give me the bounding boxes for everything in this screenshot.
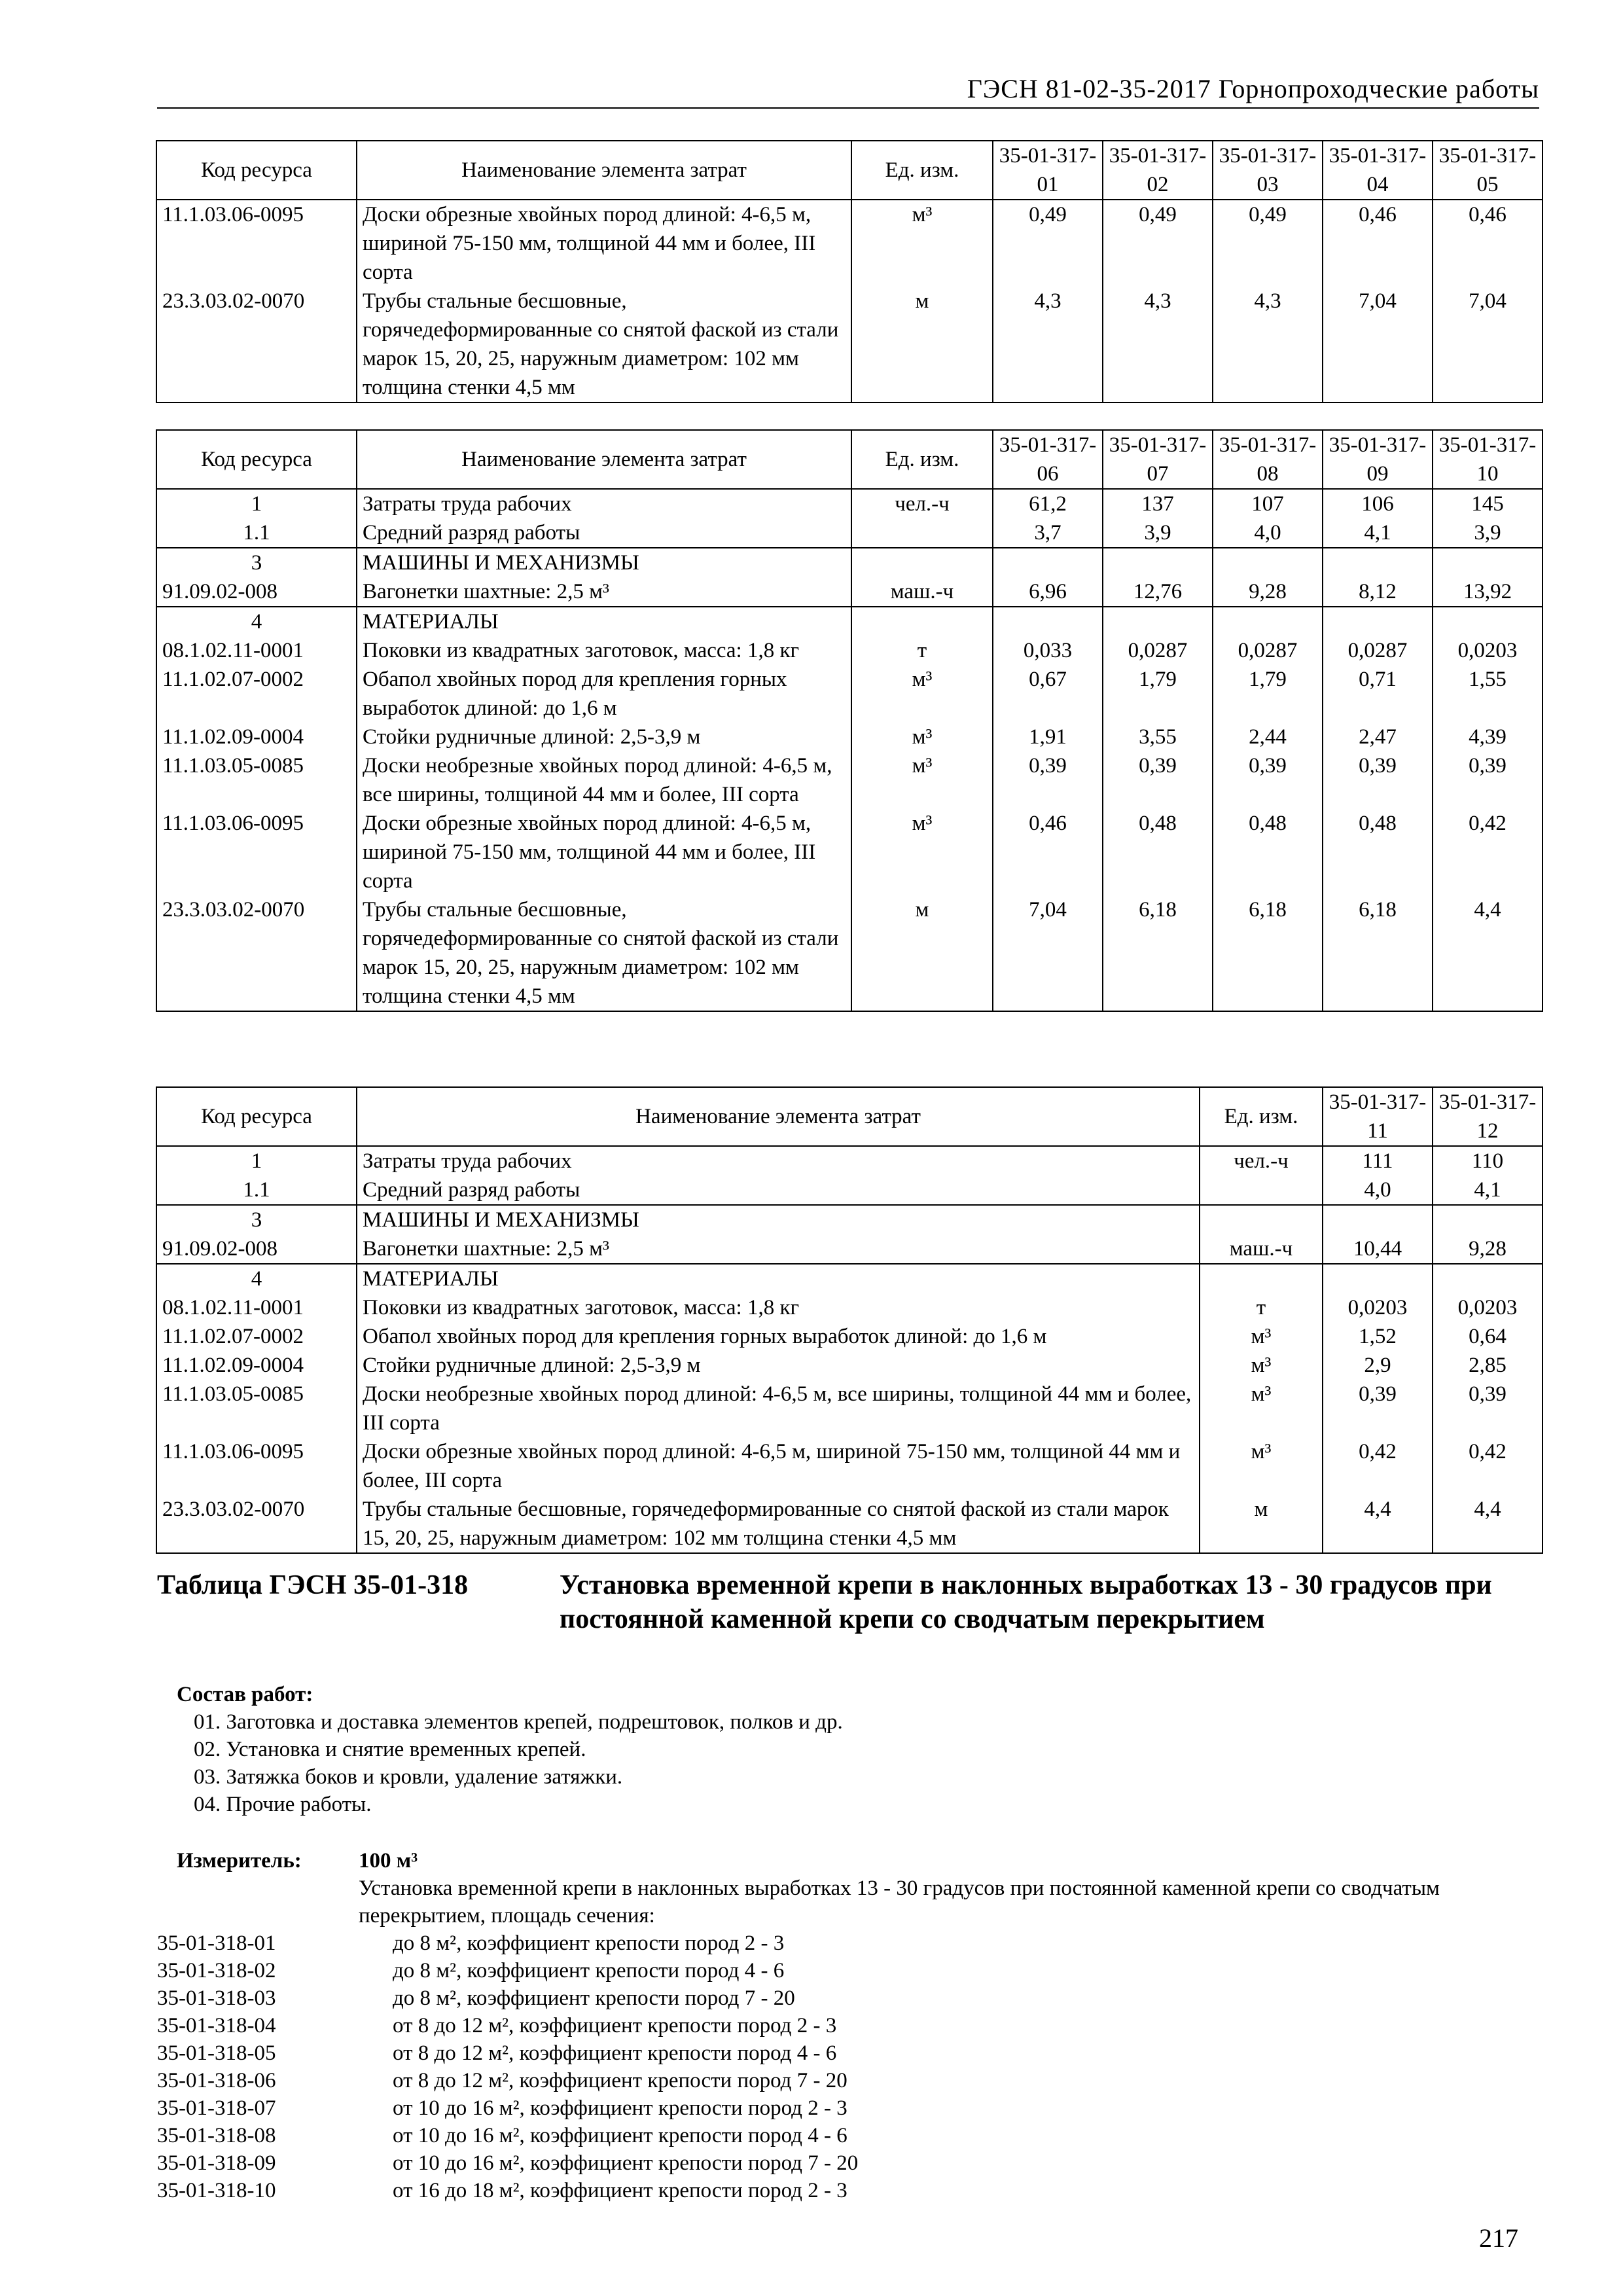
norm-value: 0,67 — [993, 665, 1103, 723]
unit-of-measure: маш.-ч — [1200, 1234, 1323, 1264]
norm-value: 0,71 — [1323, 665, 1433, 723]
norm-value — [1323, 1264, 1433, 1293]
cost-table-2 — [156, 429, 1543, 1012]
resource-code: 3 — [156, 1205, 357, 1234]
norm-value: 6,96 — [993, 577, 1103, 607]
norm-value: 0,49 — [1103, 200, 1213, 287]
col-header-norm: 35-01-317-03 — [1213, 141, 1323, 200]
table-row — [156, 809, 1543, 895]
table-row — [156, 723, 1543, 751]
unit-of-measure: т — [1200, 1293, 1323, 1322]
norm-value — [993, 607, 1103, 636]
cost-element-name: Стойки рудничные длиной: 2,5-3,9 м — [357, 723, 851, 751]
norm-value: 0,64 — [1433, 1322, 1543, 1351]
norm-value: 137 — [1103, 489, 1213, 518]
norm-value: 107 — [1213, 489, 1323, 518]
norm-value: 2,9 — [1323, 1351, 1433, 1380]
cost-element-name: Стойки рудничные длиной: 2,5-3,9 м — [357, 1351, 1200, 1380]
table-row — [156, 1175, 1543, 1205]
table-row — [156, 1146, 1543, 1175]
col-header-code: Код ресурса — [156, 430, 357, 489]
norm-description: до 8 м², коэффициент крепости пород 7 - 20 — [393, 1986, 795, 2010]
unit-of-measure: м³ — [851, 751, 993, 809]
table-row — [156, 577, 1543, 607]
norm-code: 35-01-318-05 — [157, 2041, 276, 2065]
norm-description: до 8 м², коэффициент крепости пород 2 - 3 — [393, 1931, 785, 1955]
resource-code: 1.1 — [156, 518, 357, 548]
cost-element-name: Средний разряд работы — [357, 1175, 1200, 1205]
unit-of-measure: м³ — [851, 809, 993, 895]
col-header-norm: 35-01-317-02 — [1103, 141, 1213, 200]
cost-element-name: Доски обрезные хвойных пород длиной: 4-6,5 м, шириной 75-150 мм, толщиной 44 мм и более, III сорта — [357, 1437, 1200, 1495]
unit-of-measure: м³ — [1200, 1322, 1323, 1351]
resource-code: 11.1.02.09-0004 — [156, 723, 357, 751]
table-row — [156, 1380, 1543, 1437]
table-row — [156, 489, 1543, 518]
resource-code: 1 — [156, 1146, 357, 1175]
norm-value: 0,48 — [1103, 809, 1213, 895]
norm-value: 4,1 — [1323, 518, 1433, 548]
norm-value: 0,46 — [993, 809, 1103, 895]
col-header-norm: 35-01-317-05 — [1433, 141, 1543, 200]
norm-value: 7,04 — [993, 895, 1103, 1011]
cost-element-name: Поковки из квадратных заготовок, масса: 1,8 кг — [357, 1293, 1200, 1322]
unit-of-measure: м³ — [1200, 1351, 1323, 1380]
col-header-code: Код ресурса — [156, 1087, 357, 1146]
norm-description: от 8 до 12 м², коэффициент крепости пород 4 - 6 — [393, 2041, 837, 2065]
norm-value: 0,39 — [1103, 751, 1213, 809]
norm-description: от 8 до 12 м², коэффициент крепости пород 2 - 3 — [393, 2014, 837, 2037]
resource-code: 4 — [156, 607, 357, 636]
norm-value: 9,28 — [1213, 577, 1323, 607]
cost-element-name: Обапол хвойных пород для крепления горных выработок длиной: до 1,6 м — [357, 1322, 1200, 1351]
norm-value: 0,42 — [1433, 809, 1543, 895]
table-row — [156, 1495, 1543, 1553]
norm-value: 4,4 — [1433, 1495, 1543, 1553]
norm-value: 4,0 — [1323, 1175, 1433, 1205]
unit-of-measure — [1200, 1264, 1323, 1293]
norm-value: 1,79 — [1103, 665, 1213, 723]
cost-element-name: Трубы стальные бесшовные, горячедеформированные со снятой фаской из стали марок 15, 20, 25, наружным диаметром: 102 мм толщина стенки 4,5 мм — [357, 287, 851, 403]
table-row — [156, 200, 1543, 287]
norm-value: 1,52 — [1323, 1322, 1433, 1351]
norm-code: 35-01-318-08 — [157, 2124, 276, 2147]
table-row — [156, 287, 1543, 403]
table-row — [156, 636, 1543, 665]
norm-value: 0,49 — [1213, 200, 1323, 287]
norm-description: от 16 до 18 м², коэффициент крепости пород 2 - 3 — [393, 2179, 847, 2202]
cost-element-name: МАТЕРИАЛЫ — [357, 607, 851, 636]
norm-value: 6,18 — [1103, 895, 1213, 1011]
norm-value — [1213, 548, 1323, 577]
unit-of-measure: м — [851, 287, 993, 403]
resource-code: 11.1.02.07-0002 — [156, 665, 357, 723]
norm-value: 0,39 — [1213, 751, 1323, 809]
norm-value: 0,0203 — [1323, 1293, 1433, 1322]
unit-of-measure: м³ — [1200, 1380, 1323, 1437]
resource-code: 11.1.03.05-0085 — [156, 751, 357, 809]
unit-of-measure: маш.-ч — [851, 577, 993, 607]
norm-code: 35-01-318-10 — [157, 2179, 276, 2202]
resource-code: 11.1.03.05-0085 — [156, 1380, 357, 1437]
norm-value: 0,39 — [1433, 751, 1543, 809]
works-item: 02. Установка и снятие временных крепей. — [194, 1738, 586, 1761]
cost-element-name: Затраты труда рабочих — [357, 489, 851, 518]
norm-value: 0,0203 — [1433, 1293, 1543, 1322]
norm-value: 3,9 — [1433, 518, 1543, 548]
norm-value: 6,18 — [1213, 895, 1323, 1011]
table-row — [156, 518, 1543, 548]
table-row — [156, 1293, 1543, 1322]
norm-value: 6,18 — [1323, 895, 1433, 1011]
norm-value: 0,0287 — [1323, 636, 1433, 665]
meter-code-list — [157, 1929, 373, 2204]
col-header-name: Наименование элемента затрат — [357, 141, 851, 200]
norm-value: 4,3 — [1103, 287, 1213, 403]
unit-of-measure: т — [851, 636, 993, 665]
norm-value — [1103, 548, 1213, 577]
unit-of-measure: чел.-ч — [1200, 1146, 1323, 1175]
unit-of-measure — [851, 518, 993, 548]
col-header-unit: Ед. изм. — [851, 430, 993, 489]
cost-element-name: Затраты труда рабочих — [357, 1146, 1200, 1175]
norm-value: 0,39 — [993, 751, 1103, 809]
col-header-unit: Ед. изм. — [851, 141, 993, 200]
table-number: Таблица ГЭСН 35-01-318 — [157, 1570, 469, 1600]
norm-value: 4,4 — [1433, 895, 1543, 1011]
norm-value: 0,033 — [993, 636, 1103, 665]
norm-code: 35-01-318-01 — [157, 1931, 276, 1955]
resource-code: 3 — [156, 548, 357, 577]
cost-element-name: МАШИНЫ И МЕХАНИЗМЫ — [357, 548, 851, 577]
col-header-norm: 35-01-317-12 — [1433, 1087, 1543, 1146]
resource-code: 1.1 — [156, 1175, 357, 1205]
norm-value: 2,44 — [1213, 723, 1323, 751]
norm-value: 4,3 — [993, 287, 1103, 403]
table-row — [156, 751, 1543, 809]
table-row — [156, 548, 1543, 577]
norm-value: 10,44 — [1323, 1234, 1433, 1264]
col-header-code: Код ресурса — [156, 141, 357, 200]
norm-value: 0,49 — [993, 200, 1103, 287]
norm-value: 4,4 — [1323, 1495, 1433, 1553]
norm-value: 4,1 — [1433, 1175, 1543, 1205]
unit-of-measure: м — [1200, 1495, 1323, 1553]
norm-code: 35-01-318-06 — [157, 2069, 276, 2092]
norm-value — [1433, 1205, 1543, 1234]
col-header-unit: Ед. изм. — [1200, 1087, 1323, 1146]
norm-value: 0,48 — [1213, 809, 1323, 895]
col-header-name: Наименование элемента затрат — [357, 1087, 1200, 1146]
norm-value — [1323, 1205, 1433, 1234]
norm-value — [1433, 548, 1543, 577]
norm-value — [1103, 607, 1213, 636]
norm-value: 0,39 — [1323, 1380, 1433, 1437]
norm-value — [1433, 1264, 1543, 1293]
norm-value: 0,39 — [1433, 1380, 1543, 1437]
page-number: 217 — [1479, 2223, 1518, 2253]
resource-code: 08.1.02.11-0001 — [156, 636, 357, 665]
cost-element-name: Вагонетки шахтные: 2,5 м³ — [357, 1234, 1200, 1264]
col-header-norm: 35-01-317-10 — [1433, 430, 1543, 489]
norm-code: 35-01-318-09 — [157, 2151, 276, 2175]
col-header-norm: 35-01-317-09 — [1323, 430, 1433, 489]
col-header-norm: 35-01-317-11 — [1323, 1087, 1433, 1146]
resource-code: 1 — [156, 489, 357, 518]
table-row — [156, 895, 1543, 1011]
resource-code: 08.1.02.11-0001 — [156, 1293, 357, 1322]
col-header-name: Наименование элемента затрат — [357, 430, 851, 489]
norm-value: 111 — [1323, 1146, 1433, 1175]
table-name: Установка временной крепи в наклонных выработках 13 - 30 градусов при постоянной каменной крепи со сводчатым перекрытием — [560, 1570, 1492, 1634]
norm-value: 145 — [1433, 489, 1543, 518]
resource-code: 11.1.03.06-0095 — [156, 809, 357, 895]
resource-code: 11.1.02.07-0002 — [156, 1322, 357, 1351]
norm-value: 110 — [1433, 1146, 1543, 1175]
works-item: 01. Заготовка и доставка элементов крепей, подрештовок, полков и др. — [194, 1710, 843, 1734]
norm-value: 106 — [1323, 489, 1433, 518]
norm-value: 1,91 — [993, 723, 1103, 751]
norm-value — [1433, 607, 1543, 636]
norm-value: 0,0203 — [1433, 636, 1543, 665]
norm-value: 8,12 — [1323, 577, 1433, 607]
unit-of-measure: м³ — [851, 723, 993, 751]
norm-value: 13,92 — [1433, 577, 1543, 607]
resource-code: 23.3.03.02-0070 — [156, 895, 357, 1011]
norm-value: 3,55 — [1103, 723, 1213, 751]
unit-of-measure — [851, 548, 993, 577]
cost-element-name: МАТЕРИАЛЫ — [357, 1264, 1200, 1293]
col-header-norm: 35-01-317-04 — [1323, 141, 1433, 200]
unit-of-measure: м³ — [851, 200, 993, 287]
cost-element-name: Доски обрезные хвойных пород длиной: 4-6,5 м, шириной 75-150 мм, толщиной 44 мм и более, III сорта — [357, 200, 851, 287]
norm-value: 2,47 — [1323, 723, 1433, 751]
unit-of-measure — [1200, 1175, 1323, 1205]
norm-value: 9,28 — [1433, 1234, 1543, 1264]
norm-description: от 10 до 16 м², коэффициент крепости пород 7 - 20 — [393, 2151, 859, 2175]
norm-value: 0,48 — [1323, 809, 1433, 895]
norm-value: 12,76 — [1103, 577, 1213, 607]
resource-code: 91.09.02-008 — [156, 577, 357, 607]
cost-element-name: Средний разряд работы — [357, 518, 851, 548]
cost-element-name: Вагонетки шахтные: 2,5 м³ — [357, 577, 851, 607]
norm-description: от 8 до 12 м², коэффициент крепости пород 7 - 20 — [393, 2069, 847, 2092]
norm-value: 7,04 — [1323, 287, 1433, 403]
norm-value: 0,42 — [1323, 1437, 1433, 1495]
table-row — [156, 665, 1543, 723]
table-row — [156, 1437, 1543, 1495]
resource-code: 4 — [156, 1264, 357, 1293]
norm-value — [1323, 607, 1433, 636]
unit-of-measure: чел.-ч — [851, 489, 993, 518]
resource-code: 11.1.03.06-0095 — [156, 200, 357, 287]
norm-value: 3,7 — [993, 518, 1103, 548]
table-row — [156, 1234, 1543, 1264]
meter-description: Установка временной крепи в наклонных выработках 13 - 30 градусов при постоянной каменной крепи со сводчатым перекрытием, площадь сечения: — [359, 1876, 1440, 1928]
norm-value: 0,0287 — [1213, 636, 1323, 665]
unit-of-measure: м³ — [851, 665, 993, 723]
resource-code: 11.1.02.09-0004 — [156, 1351, 357, 1380]
table-row — [156, 1264, 1543, 1293]
unit-of-measure — [1200, 1205, 1323, 1234]
cost-table-1 — [156, 140, 1543, 403]
unit-of-measure — [851, 607, 993, 636]
header-rule — [157, 107, 1539, 109]
table-row — [156, 1322, 1543, 1351]
cost-table-3 — [156, 1086, 1543, 1554]
cost-element-name: Доски необрезные хвойных пород длиной: 4-6,5 м, все ширины, толщиной 44 мм и более, III сорта — [357, 1380, 1200, 1437]
cost-element-name: Трубы стальные бесшовные, горячедеформированные со снятой фаской из стали марок 15, 20, 25, наружным диаметром: 102 мм толщина стенки 4,5 мм — [357, 895, 851, 1011]
meter-label: Измеритель: — [177, 1849, 302, 1873]
norm-value: 4,0 — [1213, 518, 1323, 548]
unit-of-measure: м — [851, 895, 993, 1011]
norm-description: от 10 до 16 м², коэффициент крепости пород 2 - 3 — [393, 2096, 847, 2120]
norm-code: 35-01-318-04 — [157, 2014, 276, 2037]
norm-value: 1,55 — [1433, 665, 1543, 723]
norm-value: 1,79 — [1213, 665, 1323, 723]
norm-value — [993, 548, 1103, 577]
unit-of-measure: м³ — [1200, 1437, 1323, 1495]
norm-value: 2,85 — [1433, 1351, 1543, 1380]
norm-value: 0,46 — [1433, 200, 1543, 287]
table-row — [156, 607, 1543, 636]
col-header-norm: 35-01-317-08 — [1213, 430, 1323, 489]
norm-value — [1323, 548, 1433, 577]
norm-value: 4,39 — [1433, 723, 1543, 751]
resource-code: 23.3.03.02-0070 — [156, 1495, 357, 1553]
norm-value: 0,0287 — [1103, 636, 1213, 665]
norm-value: 0,46 — [1323, 200, 1433, 287]
norm-value: 4,3 — [1213, 287, 1323, 403]
norm-value: 61,2 — [993, 489, 1103, 518]
meter-text-list — [393, 1929, 1505, 2204]
works-list — [194, 1708, 843, 1818]
norm-value: 0,39 — [1323, 751, 1433, 809]
works-heading: Состав работ: — [177, 1683, 313, 1706]
resource-code: 23.3.03.02-0070 — [156, 287, 357, 403]
meter-value: 100 м³ — [359, 1849, 418, 1873]
norm-code: 35-01-318-07 — [157, 2096, 276, 2120]
norm-code: 35-01-318-02 — [157, 1959, 276, 1982]
cost-element-name: Доски обрезные хвойных пород длиной: 4-6,5 м, шириной 75-150 мм, толщиной 44 мм и более, III сорта — [357, 809, 851, 895]
cost-element-name: Трубы стальные бесшовные, горячедеформированные со снятой фаской из стали марок 15, 20, 25, наружным диаметром: 102 мм толщина стенки 4,5 мм — [357, 1495, 1200, 1553]
resource-code: 91.09.02-008 — [156, 1234, 357, 1264]
norm-value: 3,9 — [1103, 518, 1213, 548]
col-header-norm: 35-01-317-07 — [1103, 430, 1213, 489]
cost-element-name: Доски необрезные хвойных пород длиной: 4-6,5 м, все ширины, толщиной 44 мм и более, III сорта — [357, 751, 851, 809]
table-row — [156, 1205, 1543, 1234]
cost-element-name: Обапол хвойных пород для крепления горных выработок длиной: до 1,6 м — [357, 665, 851, 723]
norm-value — [1213, 607, 1323, 636]
col-header-norm: 35-01-317-01 — [993, 141, 1103, 200]
document-header-title: ГЭСН 81-02-35-2017 Горнопроходческие работы — [967, 74, 1539, 103]
norm-code: 35-01-318-03 — [157, 1986, 276, 2010]
col-header-norm: 35-01-317-06 — [993, 430, 1103, 489]
norm-description: от 10 до 16 м², коэффициент крепости пород 4 - 6 — [393, 2124, 847, 2147]
norm-description: до 8 м², коэффициент крепости пород 4 - 6 — [393, 1959, 785, 1982]
table-row — [156, 1351, 1543, 1380]
cost-element-name: МАШИНЫ И МЕХАНИЗМЫ — [357, 1205, 1200, 1234]
norm-value: 0,42 — [1433, 1437, 1543, 1495]
resource-code: 11.1.03.06-0095 — [156, 1437, 357, 1495]
cost-element-name: Поковки из квадратных заготовок, масса: 1,8 кг — [357, 636, 851, 665]
works-item: 03. Затяжка боков и кровли, удаление затяжки. — [194, 1765, 623, 1789]
works-item: 04. Прочие работы. — [194, 1793, 372, 1816]
norm-value: 7,04 — [1433, 287, 1543, 403]
